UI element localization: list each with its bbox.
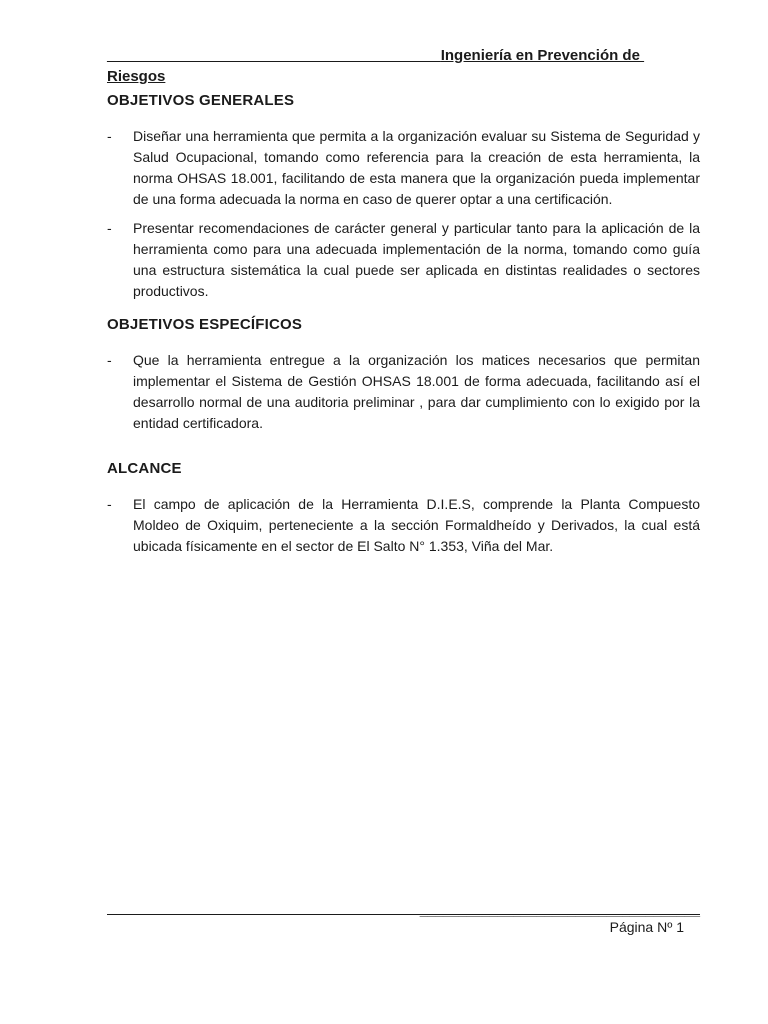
header-underscore-rule: ________________________________________ bbox=[107, 47, 441, 64]
bullet-dash: - bbox=[107, 220, 112, 236]
bullet-dash: - bbox=[107, 128, 112, 144]
section-objetivos-especificos bbox=[107, 314, 700, 434]
page-number: Página Nº 1 bbox=[609, 919, 684, 935]
header-title-line1: Ingeniería en Prevención de bbox=[440, 47, 645, 64]
bullet-dash: - bbox=[107, 496, 112, 512]
document-header bbox=[107, 45, 700, 87]
header-line-1 bbox=[107, 45, 700, 66]
section-objetivos-generales bbox=[107, 90, 700, 302]
bullet-item bbox=[107, 126, 700, 210]
bullet-text: Presentar recomendaciones de carácter general y particular tanto para la aplicación de la herramienta como para una adecuada implementación de la norma, tomando como guía una estructura sistemática la cual puede ser aplicada en distintas realidades o sectores productivos. bbox=[133, 220, 700, 299]
header-title-line2: Riesgos bbox=[107, 68, 166, 85]
section-alcance bbox=[107, 458, 700, 557]
bullet-text: Que la herramienta entregue a la organización los matices necesarios que permitan implementar el Sistema de Gestión OHSAS 18.001 de forma adecuada, facilitando así el desarrollo normal de una auditoria preliminar , para dar cumplimiento con lo exigido por la entidad certificadora. bbox=[133, 352, 700, 431]
footer-rule bbox=[107, 897, 700, 918]
heading-objetivos-generales: OBJETIVOS GENERALES bbox=[107, 92, 295, 109]
bullet-item bbox=[107, 218, 700, 302]
heading-objetivos-especificos: OBJETIVOS ESPECÍFICOS bbox=[107, 316, 303, 333]
footer-underscore-rule: ____________________________________ bbox=[419, 902, 700, 918]
bullet-item bbox=[107, 494, 700, 557]
heading-alcance: ALCANCE bbox=[107, 460, 182, 477]
bullet-text: El campo de aplicación de la Herramienta D.I.E.S, comprende la Planta Compuesto Moldeo de Oxiquim, perteneciente a la sección Formaldheído y Derivados, la cual está ubicada físicamente en el sector de El Salto N° 1.353, Viña del Mar. bbox=[133, 496, 700, 554]
bullet-dash: - bbox=[107, 352, 112, 368]
page-footer bbox=[107, 897, 700, 938]
bullet-text: Diseñar una herramienta que permita a la organización evaluar su Sistema de Seguridad y Salud Ocupacional, tomando como referencia para la creación de esta herramienta, la norma OHSAS 18.001, facilitando de esta manera que la organización pueda implementar de una forma adecuada la norma en caso de querer optar a una certificación. bbox=[133, 128, 700, 207]
header-line-2 bbox=[107, 66, 700, 87]
bullet-item bbox=[107, 350, 700, 434]
